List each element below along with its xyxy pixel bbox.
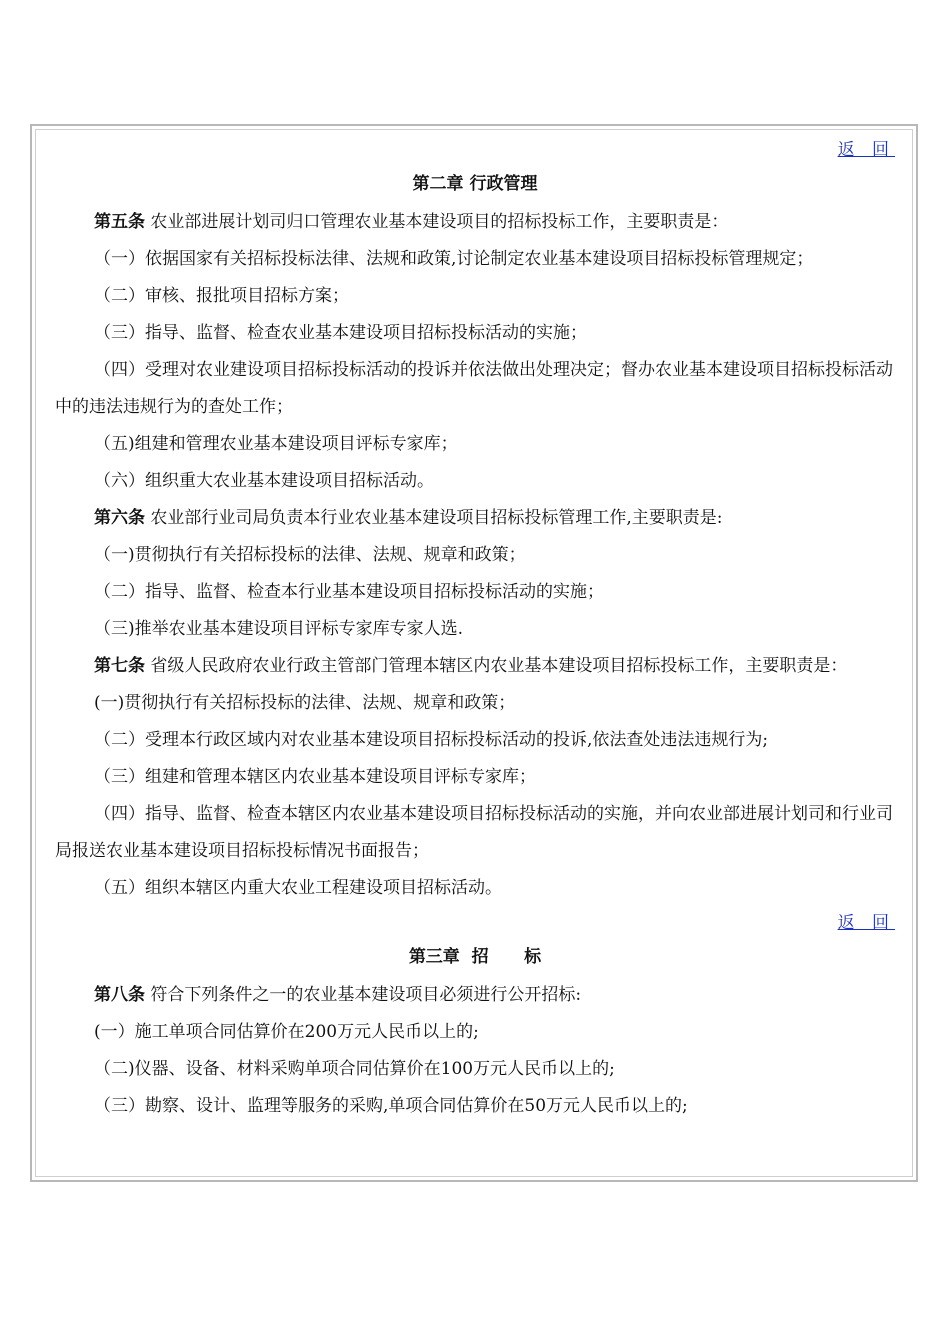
article-8: [55, 977, 895, 1014]
article-7-item: （四）指导、监督、检查本辖区内农业基本建设项目招标投标活动的实施，并向农业部进展计划司和行业司局报送农业基本建设项目招标投标情况书面报告；: [55, 804, 893, 861]
article-5-item: （一）依据国家有关招标投标法律、法规和政策,讨论制定农业基本建设项目招标投标管理规定；: [94, 249, 814, 269]
article-8-label: 第八条: [94, 985, 145, 1005]
article-6-item: （二）指导、监督、检查本行业基本建设项目招标投标活动的实施；: [94, 582, 604, 602]
back-link[interactable]: 返 回: [837, 140, 895, 160]
article-8-item: (一）施工单项合同估算价在200万元人民币以上的;: [94, 1022, 479, 1042]
article-8-item: （二)仪器、设备、材料采购单项合同估算价在100万元人民币以上的;: [94, 1059, 615, 1079]
document-content: [55, 134, 895, 1125]
article-6: [55, 500, 895, 537]
article-8-text: 符合下列条件之一的农业基本建设项目必须进行公开招标:: [145, 985, 582, 1005]
article-5-item: （五)组建和管理农业基本建设项目评标专家库；: [94, 434, 458, 454]
article-6-item: （一)贯彻执行有关招标投标的法律、法规、规章和政策；: [94, 545, 526, 565]
article-7-text: 省级人民政府农业行政主管部门管理本辖区内农业基本建设项目招标投标工作，主要职责是：: [145, 656, 848, 676]
article-6-label: 第六条: [94, 508, 145, 528]
article-7-item: （五）组织本辖区内重大农业工程建设项目招标活动。: [94, 878, 502, 898]
back-link-top-row: [55, 136, 895, 164]
article-5-item: （六）组织重大农业基本建设项目招标活动。: [94, 471, 434, 491]
article-5-label: 第五条: [94, 212, 145, 232]
article-5-item: （四）受理对农业建设项目招标投标活动的投诉并依法做出处理决定；督办农业基本建设项目招标投标活动中的违法违规行为的查处工作；: [55, 360, 893, 417]
article-5-item: （三）指导、监督、检查农业基本建设项目招标投标活动的实施；: [94, 323, 587, 343]
article-5: [55, 204, 895, 241]
article-7: [55, 648, 895, 685]
document-frame: [30, 124, 918, 1182]
chapter-3-title: 第三章 招 标: [408, 947, 542, 967]
back-link-bottom-row: [55, 909, 895, 937]
back-link[interactable]: 返 回: [837, 913, 895, 933]
article-7-item: (一)贯彻执行有关招标投标的法律、法规、规章和政策；: [94, 693, 516, 713]
article-5-text: 农业部进展计划司归口管理农业基本建设项目的招标投标工作，主要职责是：: [145, 212, 729, 232]
article-7-item: （三）组建和管理本辖区内农业基本建设项目评标专家库；: [94, 767, 536, 787]
article-7-item: （二）受理本行政区域内对农业基本建设项目招标投标活动的投诉,依法查处违法违规行为;: [94, 730, 769, 750]
article-7-label: 第七条: [94, 656, 145, 676]
article-6-item: （三)推举农业基本建设项目评标专家库专家人选.: [94, 619, 464, 639]
article-8-item: （三）勘察、设计、监理等服务的采购,单项合同估算价在50万元人民币以上的;: [94, 1096, 688, 1116]
chapter-2-title: 第二章 行政管理: [412, 174, 538, 194]
article-6-text: 农业部行业司局负责本行业农业基本建设项目招标投标管理工作,主要职责是:: [145, 508, 723, 528]
article-5-item: （二）审核、报批项目招标方案；: [94, 286, 349, 306]
